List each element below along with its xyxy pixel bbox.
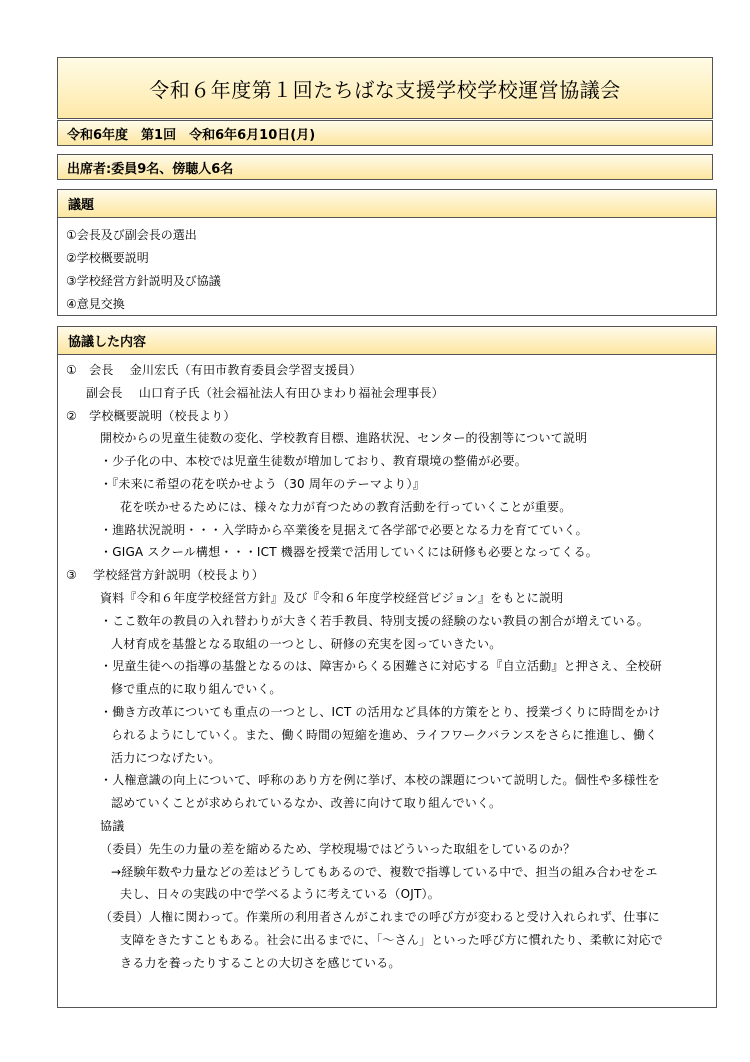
discussion-line: →経験年数や力量などの差はどうしてもあるので、複数で指導している中で、担当の組み合わせをエ (111, 864, 658, 879)
discussion-line: （委員）先生の力量の差を縮めるため、学校現場ではどういった取組をしているのか？ (100, 841, 576, 856)
discussion-line: 夫し、日々の実践の中で学べるように考えている（OJT）。 (120, 887, 440, 902)
meeting-date-line: 令和6年度 第1回 令和6年6月10日(月) (57, 120, 713, 146)
discussion-line: ・少子化の中、本校では児童生徒数が増加しており、教育環境の整備が必要。 (100, 454, 528, 469)
agenda-item: ②学校概要説明 (66, 251, 149, 265)
discussion-line: 花を咲かせるためには、様々な力が育つための教育活動を行っていくことが重要。 (120, 499, 572, 514)
discussion-line: 資料『令和６年度学校経営方針』及び『令和６年度学校経営ビジョン』をもとに説明 (100, 590, 564, 605)
discussion-heading: 協議した内容 (58, 327, 716, 355)
discussion-line: 協議 (100, 818, 125, 833)
discussion-line: ① 会長 金川宏氏（有田市教育委員会学習支援員） (66, 363, 362, 377)
discussion-line: きる力を養ったりすることの大切さを感じている。 (120, 955, 401, 970)
discussion-line: 修で重点的に取り組んでいく。 (111, 682, 282, 697)
discussion-line: 開校からの児童生徒数の変化、学校教育目標、進路状況、センター的役割等について説明 (100, 431, 588, 446)
agenda-item: ①会長及び副会長の選出 (66, 228, 197, 242)
attendees-line: 出席者:委員9名、傍聴人6名 (57, 154, 713, 180)
agenda-item: ③学校経営方針説明及び協議 (66, 274, 221, 288)
discussion-line: 副会長 山口育子氏（社会福祉法人有田ひまわり福祉会理事長） (86, 385, 444, 400)
discussion-line: 活力につなげたい。 (111, 750, 221, 765)
discussion-line: ② 学校概要説明（校長より） (66, 408, 236, 423)
agenda-list (58, 218, 716, 316)
agenda-item: ④意見交換 (66, 297, 125, 311)
discussion-line: ・ここ数年の教員の入れ替わりが大きく若手教員、特別支援の経験のない教員の割合が増えている。 (100, 613, 650, 628)
discussion-line: ・『未来に希望の花を咲かせよう（30 周年のテーマより）』 (100, 476, 425, 491)
discussion-line: ・働き方改革についても重点の一つとし、ICT の活用など具体的方策をとり、授業づくりに時間をかけ (100, 704, 661, 719)
agenda-section (57, 189, 717, 316)
discussion-line: （委員）人権に関わって。作業所の利用者さんがこれまでの呼び方が変わると受け入れられず、仕事に (100, 910, 660, 925)
discussion-section (57, 326, 717, 1008)
discussion-line: 支障をきたすこともある。社会に出るまでに、「～さん」といった呼び方に慣れたり、柔軟に対応で (120, 932, 664, 947)
discussion-body (58, 355, 716, 975)
document-title: 令和６年度第１回たちばな支援学校学校運営協議会 (57, 57, 713, 119)
discussion-line: られるようにしていく。また、働く時間の短縮を進め、ライフワークバランスをさらに推進し、働く (111, 727, 658, 742)
discussion-line: 人材育成を基盤となる取組の一つとし、研修の充実を図っていきたい。 (111, 636, 502, 651)
discussion-line: ・GIGA スクール構想・・・ICT 機器を授業で活用していくには研修も必要となってくる。 (100, 545, 598, 560)
discussion-line: ・人権意識の向上について、呼称のあり方を例に挙げ、本校の課題について説明した。個性や多様性を (100, 773, 661, 788)
agenda-heading: 議題 (58, 190, 716, 218)
discussion-line: ・児童生徒への指導の基盤となるのは、障害からくる困難さに対応する『自立活動』と押さえ、全校研 (100, 659, 662, 674)
discussion-line: ・進路状況説明・・・入学時から卒業後を見据えて各学部で必要となる力を育てていく。 (100, 522, 588, 537)
discussion-line: 認めていくことが求められているなか、改善に向けて取り組んでいく。 (111, 796, 502, 811)
discussion-line: ③ 学校経営方針説明（校長より） (66, 568, 264, 583)
